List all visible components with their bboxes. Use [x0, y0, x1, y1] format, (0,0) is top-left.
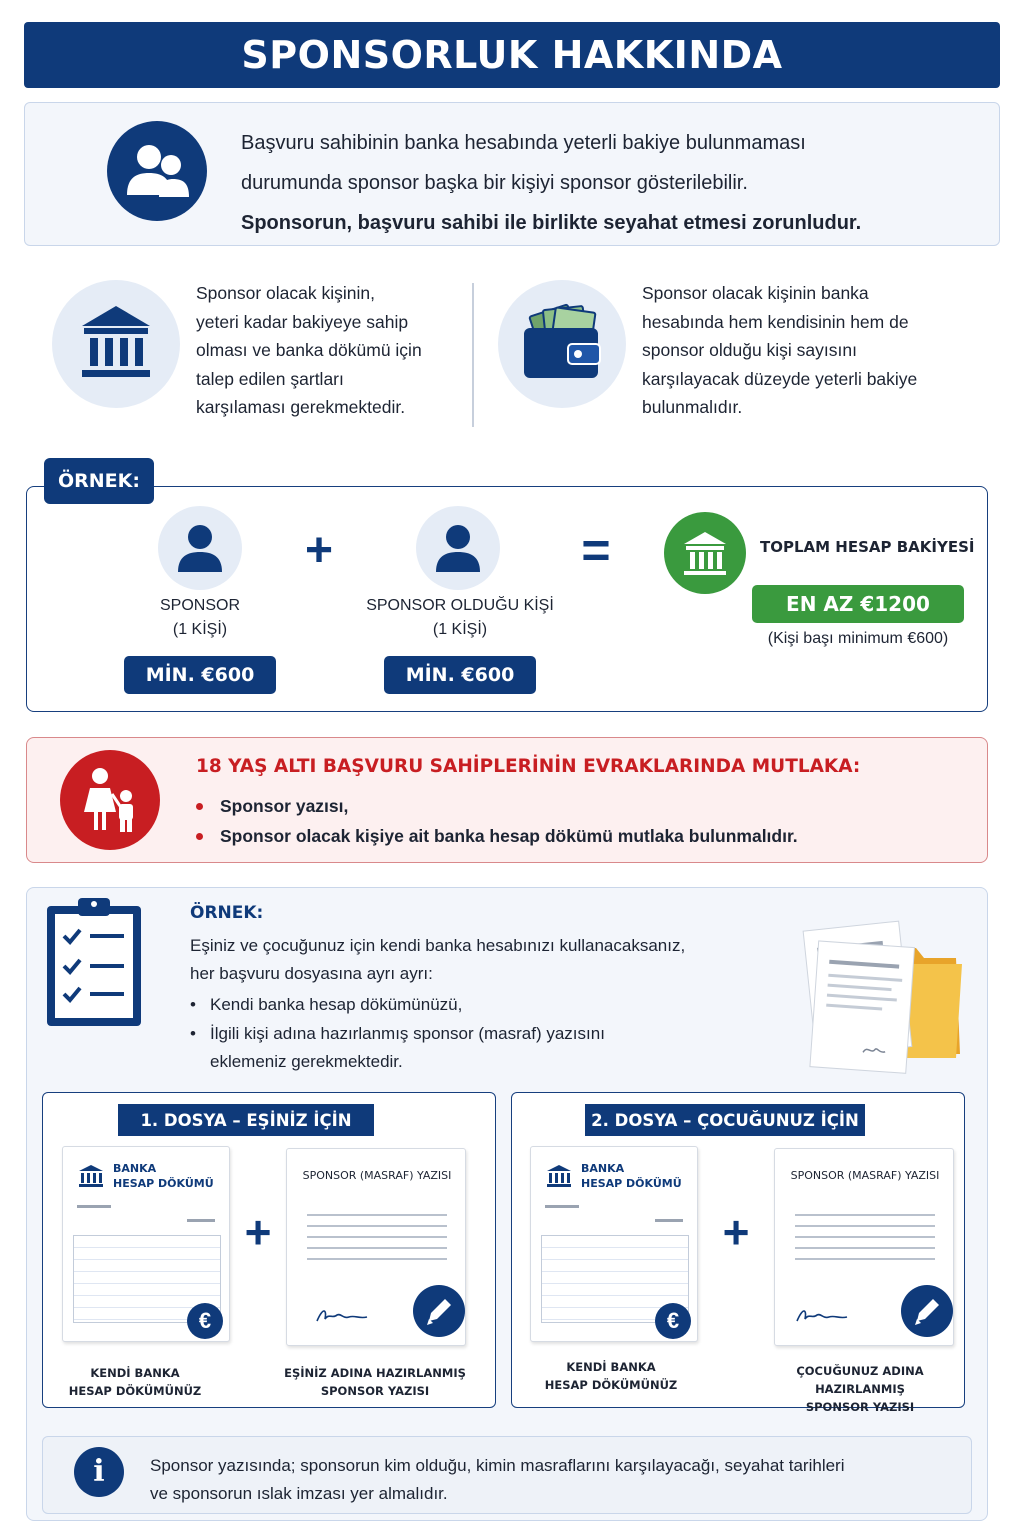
plus-icon: +	[244, 1206, 272, 1258]
total-balance-title: TOPLAM HESAP BAKİYESİ	[760, 538, 975, 556]
text-lines-placeholder	[795, 1205, 935, 1267]
text-line: Eşiniz ve çocuğunuz için kendi banka hesabınızı kullanacaksanız,	[190, 936, 686, 955]
example-2-title: ÖRNEK:	[190, 903, 264, 923]
pen-icon	[413, 1285, 465, 1337]
bullet-icon	[196, 803, 203, 810]
text-line: KENDİ BANKA	[90, 1366, 180, 1380]
file-caption	[536, 1358, 686, 1394]
document-title: SPONSOR (MASRAF) YAZISI	[302, 1169, 452, 1182]
bank-icon	[545, 1163, 573, 1189]
file-caption	[754, 1362, 966, 1416]
text-line: Sponsor olacak kişinin banka	[642, 283, 869, 303]
text-line: hesabında hem kendisinin hem de	[642, 311, 909, 332]
file-caption	[60, 1364, 210, 1400]
column-divider	[472, 283, 474, 427]
example-tag: ÖRNEK:	[44, 458, 154, 504]
warning-title: 18 YAŞ ALTI BAŞVURU SAHİPLERİNİN EVRAKLARINDA MUTLAKA:	[196, 756, 861, 777]
documents-folder-icon	[796, 914, 970, 1082]
text-line: bulunmalıdır.	[642, 397, 743, 417]
bullet-icon: •	[190, 1024, 196, 1043]
euro-icon: €	[655, 1303, 691, 1339]
person-icon	[158, 506, 242, 590]
label-text: SPONSOR OLDUĞU KİŞİ	[366, 597, 554, 614]
sponsor-amount-badge: MİN. €600	[124, 656, 276, 694]
text-line: Sponsor olacak kişinin,	[196, 283, 375, 303]
users-icon	[107, 121, 207, 221]
label-text: SPONSOR	[159, 597, 240, 614]
text-line: HESAP DÖKÜMÜNÜZ	[68, 1384, 202, 1398]
intro-text	[241, 123, 961, 243]
text-line: İlgili kişi adına hazırlanmış sponsor (masraf) yazısını	[210, 1024, 605, 1043]
file-caption	[270, 1364, 480, 1400]
warning-item-text: Sponsor olacak kişiye ait banka hesap dökümü mutlaka bulunmalıdır.	[220, 826, 798, 846]
bank-statement-document	[530, 1146, 698, 1342]
sponsor-label	[110, 594, 290, 642]
count-text: (1 KİŞİ)	[172, 621, 228, 638]
equals-icon: =	[581, 522, 611, 578]
text-line: SPONSOR YAZISI	[320, 1384, 430, 1398]
parent-child-icon	[60, 750, 160, 850]
plus-icon: +	[304, 524, 334, 577]
bullet-icon	[196, 833, 203, 840]
sponsor-balance-text	[642, 279, 962, 422]
signature-icon	[795, 1305, 855, 1325]
text-line-placeholder	[545, 1205, 579, 1208]
document-title	[113, 1161, 214, 1191]
page-title: SPONSORLUK HAKKINDA	[24, 22, 1000, 88]
text-lines-placeholder	[307, 1205, 447, 1267]
file-tag: 1. DOSYA – EŞİNİZ İÇİN	[118, 1104, 374, 1136]
text-line: karşılayacak düzeyde yeterli bakiye	[642, 368, 918, 389]
list-item-text: Kendi banka hesap dökümünüzü,	[210, 995, 463, 1014]
list-item	[190, 991, 790, 1019]
text-line: talep edilen şartları	[196, 368, 344, 389]
document-title: SPONSOR (MASRAF) YAZISI	[790, 1169, 940, 1182]
text-line: SPONSOR YAZISI	[805, 1400, 915, 1414]
total-note: (Kişi başı minimum €600)	[767, 630, 949, 647]
text-line: BANKA	[581, 1162, 625, 1175]
text-line-placeholder	[77, 1205, 111, 1208]
text-line: KENDİ BANKA	[566, 1360, 656, 1374]
text-line: HESAP DÖKÜMÜ	[113, 1177, 214, 1190]
text-line: EŞİNİZ ADINA HAZIRLANMIŞ	[284, 1366, 466, 1380]
text-line: BANKA	[113, 1162, 157, 1175]
warning-item	[196, 796, 956, 817]
bullet-icon: •	[190, 995, 196, 1014]
info-mark: i	[93, 1454, 105, 1489]
euro-icon: €	[187, 1303, 223, 1339]
text-line: ve sponsorun ıslak imzası yer almalıdır.	[150, 1484, 448, 1503]
text-line: olması ve banka dökümü için	[196, 340, 422, 360]
info-text	[150, 1452, 950, 1508]
intro-line-2: durumunda sponsor başka bir kişiyi sponsor gösterilebilir.	[241, 172, 748, 194]
text-line: karşılaması gerekmektedir.	[196, 397, 406, 417]
document-title	[581, 1161, 682, 1191]
text-line: eklemeniz gerekmektedir.	[210, 1052, 403, 1071]
sponsored-amount-badge: MİN. €600	[384, 656, 536, 694]
list-item	[190, 1020, 790, 1076]
signature-icon	[315, 1305, 375, 1325]
warning-item-text: Sponsor yazısı,	[220, 796, 349, 816]
example-2-text	[190, 932, 790, 988]
file-tag: 2. DOSYA – ÇOCUĞUNUZ İÇİN	[585, 1104, 865, 1136]
sponsored-person-label	[350, 594, 570, 642]
bank-statement-document	[62, 1146, 230, 1342]
text-line: ÇOCUĞUNUZ ADINA HAZIRLANMIŞ	[796, 1364, 924, 1396]
text-line: HESAP DÖKÜMÜNÜZ	[544, 1378, 678, 1392]
bank-icon	[52, 280, 180, 408]
bank-icon	[77, 1163, 105, 1189]
person-icon	[416, 506, 500, 590]
warning-item	[196, 826, 956, 847]
list-item-text	[210, 1020, 605, 1076]
bank-icon	[664, 512, 746, 594]
wallet-icon	[498, 280, 626, 408]
text-line-placeholder	[187, 1219, 215, 1222]
text-line: yeteri kadar bakiyeye sahip	[196, 311, 409, 332]
text-line: Sponsor yazısında; sponsorun kim olduğu, kimin masraflarını karşılayacağı, seyahat tarihleri	[150, 1456, 845, 1475]
count-text: (1 KİŞİ)	[432, 621, 488, 638]
text-line: HESAP DÖKÜMÜ	[581, 1177, 682, 1190]
total-amount-badge: EN AZ €1200	[752, 585, 964, 623]
pen-icon	[901, 1285, 953, 1337]
intro-line-1: Başvuru sahibinin banka hesabında yeterli bakiye bulunmaması	[241, 132, 806, 154]
text-line-placeholder	[655, 1219, 683, 1222]
text-line: sponsor olduğu kişi sayısını	[642, 340, 857, 360]
intro-line-3: Sponsorun, başvuru sahibi ile birlikte seyahat etmesi zorunludur.	[241, 212, 862, 234]
text-line: her başvuru dosyasına ayrı ayrı:	[190, 964, 433, 983]
sponsor-letter-document	[286, 1148, 466, 1346]
checklist-icon	[44, 894, 144, 1030]
sponsor-letter-document	[774, 1148, 954, 1346]
intro-panel	[24, 102, 1000, 246]
info-icon	[74, 1447, 124, 1497]
plus-icon: +	[722, 1206, 750, 1258]
sponsor-requirement-text	[196, 279, 456, 422]
